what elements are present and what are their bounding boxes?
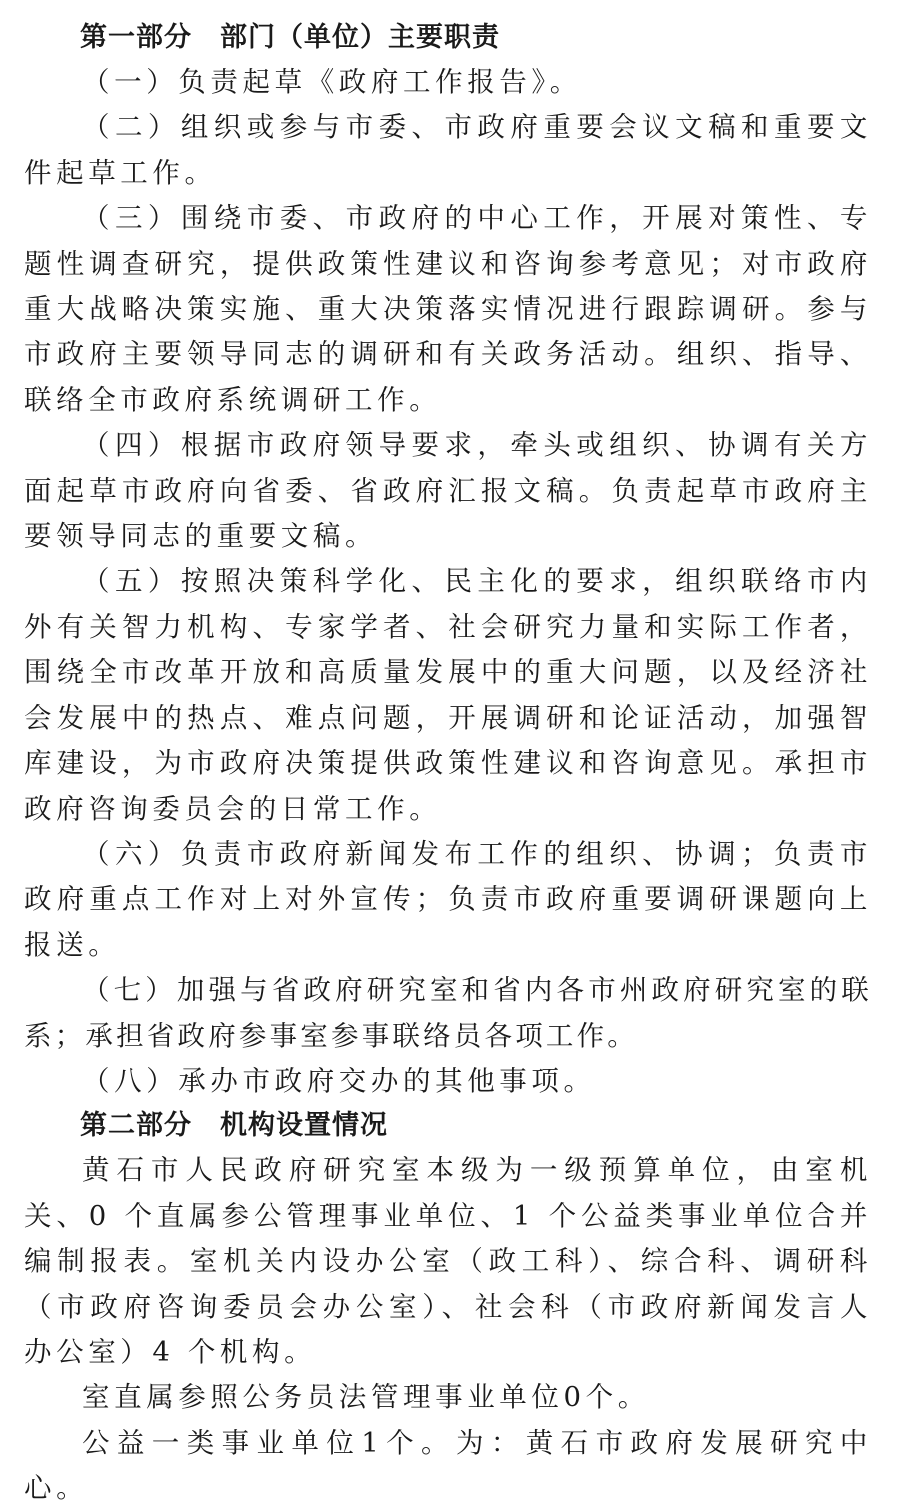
section-1-paragraph-4: （四）根据市政府领导要求，牵头或组织、协调有关方面起草市政府向省委、省政府汇报文稿。负责起草市政府主要领导同志的重要文稿。 <box>24 429 872 553</box>
section-1-paragraph-3: （三）围绕市委、市政府的中心工作，开展对策性、专题性调查研究，提供政策性建议和咨询参考意见；对市政府重大战略决策实施、重大决策落实情况进行跟踪调研。参与市政府主要领导同志的调研和有关政务活动。组织、指导、联络全市政府系统调研工作。 <box>24 202 872 416</box>
section-1-paragraph-7: （七）加强与省政府研究室和省内各市州政府研究室的联系；承担省政府参事室参事联络员各项工作。 <box>24 974 872 1052</box>
section-1-paragraph-5: （五）按照决策科学化、民主化的要求，组织联络市内外有关智力机构、专家学者、社会研究力量和实际工作者，围绕全市改革开放和高质量发展中的重大问题，以及经济社会发展中的热点、难点问题，开展调研和论证活动，加强智库建设，为市政府决策提供政策性建议和咨询意见。承担市政府咨询委员会的日常工作。 <box>24 565 872 825</box>
section-2-paragraph-2: 室直属参照公务员法管理事业单位0个。 <box>82 1381 650 1414</box>
section-1-heading: 第一部分 部门（单位）主要职责 <box>80 22 500 53</box>
section-1-paragraph-6: （六）负责市政府新闻发布工作的组织、协调；负责市政府重点工作对上对外宣传；负责市政府重要调研课题向上报送。 <box>24 837 872 961</box>
section-2-paragraph-1: 黄石市人民政府研究室本级为一级预算单位，由室机关、0 个直属参公管理事业单位、1 个公益类事业单位合并编制报表。室机关内设办公室（政工科）、综合科、调研科（市政府咨询委员会办公室）、社会科（市政府新闻发言人办公室）4 个机构。 <box>24 1154 872 1368</box>
section-2-heading: 第二部分 机构设置情况 <box>80 1110 388 1142</box>
section-1-paragraph-2: （二）组织或参与市委、市政府重要会议文稿和重要文件起草工作。 <box>24 111 872 189</box>
section-1-paragraph-8: （八）承办市政府交办的其他事项。 <box>82 1064 596 1097</box>
section-1-paragraph-1: （一）负责起草《政府工作报告》。 <box>82 66 582 98</box>
section-2-paragraph-3: 公益一类事业单位1个。为：黄石市政府发展研究中心。 <box>24 1426 872 1505</box>
